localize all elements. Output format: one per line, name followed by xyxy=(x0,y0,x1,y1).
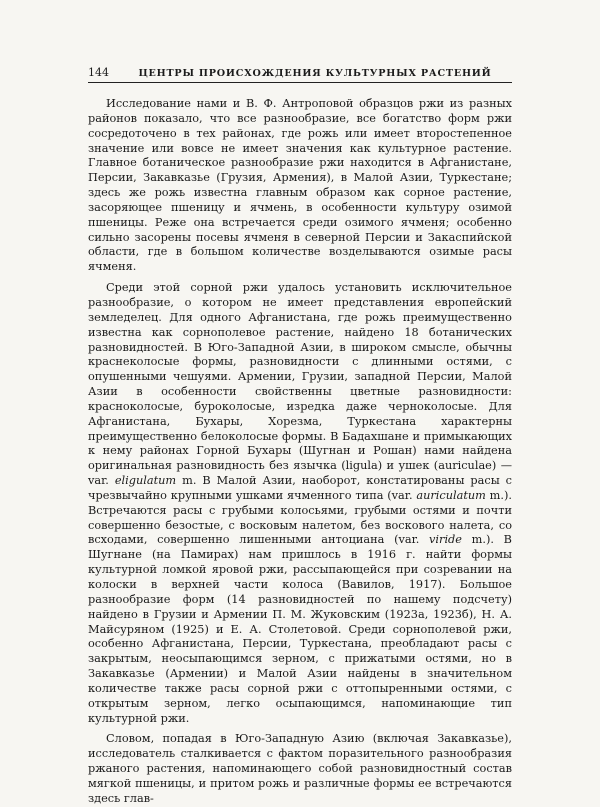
page-number: 144 xyxy=(88,66,109,79)
latin-term: auriculatum xyxy=(416,488,486,502)
paragraph-text: m.). В Шугнане (на Памирах) нам пришлось в 1916 г. найти формы культурной ломкой яровой ржи, рассыпающейся при созревании на колоски в верхней части колоса (Вавилов, 1917). Большое разнообразие форм (14 разновидностей по нашему подсчету) найдено в Грузии и Армении П. М. Жуковским (1923а, 1923б), Н. А. Майсуряном (1925) и Е. А. Столетовой. Среди сорнополевой ржи, особенно Афганистана, Персии, Туркестана, преобладают расы с закрытым, неосыпающимся зерном, с прижатыми остями, но в Закавказье (Армении) и Малой Азии найдены в значительном количестве также расы сорной ржи с оттопыренными остями, с открытым зерном, легко осыпающимся, напоминающие тип культурной ржи. xyxy=(88,533,512,725)
paragraph-text: m. В Малой Азии, наоборот, констатированы расы с чрезвычайно крупными ушками ячменного типа (var. xyxy=(88,474,512,502)
latin-term: viride xyxy=(429,533,462,547)
paragraph-text: Словом, попадая в Юго-Западную Азию (включая Закавказье), исследователь сталкивается с фактом поразительного разнообразия ржаного растения, напоминающего собой разновидностный состав мягкой пшеницы, и притом рожь и различные формы ее встречаются здесь глав- xyxy=(88,732,512,805)
page-body xyxy=(88,97,512,807)
paragraph-3 xyxy=(88,732,512,806)
paragraph-text: m.). Встречаются расы с грубыми колосьями, грубыми остями и почти совершенно безостые, с восковым налетом, без воскового налета, со всходами, совершенно лишенными антоциана (var. xyxy=(88,488,512,547)
paragraph-text: Среди этой сорной ржи удалось установить исключительное разнообразие, о котором не имеет представления европейский земледелец. Для одного Афганистана, где рожь преимущественно известна как сорнополевое растение, найдено 18 ботанических разновидностей. В Юго-Западной Азии, в широком смысле, обычны краснеколосые формы, разновидности с длинными остями, с опушенными чешуями. Армении, Грузии, западной Персии, Малой Азии в особенности свойственны цветные разновидности: красноколосые, буроколосые, изредка даже черноколосые. Для Афганистана, Бухары, Хорезма, Туркестана характерны преимущественно белоколосые формы. В Бадахшане и примыкающих к нему районах Горной Бухары (Шугнан и Рошан) нами найдена оригинальная разновидность без язычка (ligula) и ушек (auriculae) — var. xyxy=(88,281,512,488)
paragraph-text: Исследование нами и В. Ф. Антроповой образцов ржи из разных районов показало, что все разнообразие, все богатство форм ржи сосредоточено в тех районах, где рожь или имеет второстепенное значение или вовсе не имеет значения как культурное растение. Главное ботаническое разнообразие ржи находится в Афганистане, Персии, Закавказье (Грузия, Армения), в Малой Азии, Туркестане; здесь же рожь известна главным образом как сорное растение, засоряющее пшеницу и ячмень, в особенности культуру озимой пшеницы. Реже она встречается среди озимого ячменя; особенно сильно засорены посевы ячменя в северной Персии и Закаспийской области, где в большом количестве возделываются озимые расы ячменя. xyxy=(88,97,512,274)
running-title: ЦЕНТРЫ ПРОИСХОЖДЕНИЯ КУЛЬТУРНЫХ РАСТЕНИЙ xyxy=(138,68,492,79)
page-header xyxy=(88,66,512,83)
latin-term: eligulatum xyxy=(114,474,177,488)
paragraph-1 xyxy=(88,97,512,275)
paragraph-2 xyxy=(88,281,512,726)
